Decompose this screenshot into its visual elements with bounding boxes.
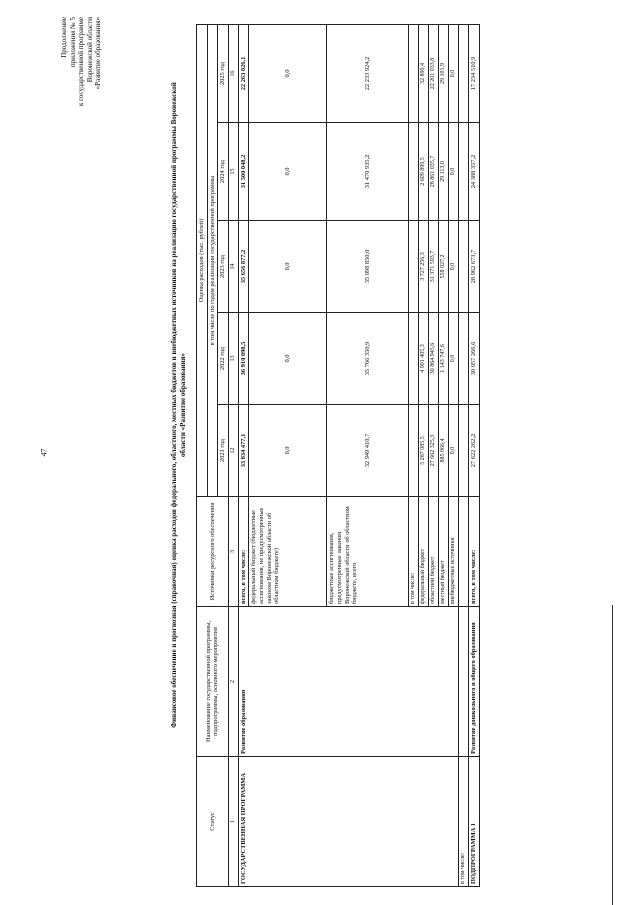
breakdown-value: 1 143 747,6 <box>439 313 449 405</box>
appendix-line: Продолжение <box>60 17 68 58</box>
breakdown-source: местный бюджет <box>439 497 449 607</box>
row-status: ГОСУДАРСТВЕННАЯ ПРОГРАММА <box>238 757 459 887</box>
column-number: 1 <box>228 757 238 887</box>
breakdown-value: 5 287 085,5 <box>419 405 429 497</box>
breakdown-value: 4 901 405,3 <box>419 313 429 405</box>
subprogram-value: 17 234 510,9 <box>469 24 480 122</box>
breakdown-value: 0,0 <box>449 123 459 221</box>
row-source: бюджетные ассигнования, предусмотренные законом Воронежской области об областном бюджете, всего <box>327 497 409 607</box>
table-row <box>469 24 480 886</box>
page-number: 47 <box>39 448 49 457</box>
subprogram-name: Развитие дошкольного и общего образования <box>469 607 480 757</box>
column-number: 13 <box>228 313 238 405</box>
table-row <box>459 24 469 886</box>
row-value: 0,0 <box>249 313 327 405</box>
breakdown-value: 558 027,2 <box>439 221 449 313</box>
breakdown-value: 29 101,9 <box>439 24 449 122</box>
breakdown-value: 0,0 <box>449 405 459 497</box>
row-value: 0,0 <box>249 221 327 313</box>
subprogram-value: 24 388 357,2 <box>469 123 480 221</box>
breakdown-value: 2 609 899,5 <box>419 123 429 221</box>
row-value: 22 233 924,2 <box>327 24 409 122</box>
subprogram-value: 28 962 673,7 <box>469 221 480 313</box>
breakdown-value: 0,0 <box>449 221 459 313</box>
appendix-line: «Развитие образования» <box>94 17 102 90</box>
breakdown-value: 29 113,0 <box>439 123 449 221</box>
breakdown-value: 32 890,4 <box>419 24 429 122</box>
column-number: 12 <box>228 405 238 497</box>
row-value: 32 949 410,7 <box>327 405 409 497</box>
breakdown-value: 885 066,4 <box>439 405 449 497</box>
column-number: 14 <box>228 221 238 313</box>
breakdown-value: 22 201 033,8 <box>429 24 439 122</box>
subprogram-source: всего, в том числе: <box>469 497 480 607</box>
row-value: 0,0 <box>249 123 327 221</box>
appendix-line: Воронежской области <box>85 17 94 83</box>
header-source: Источники ресурсного обеспечения <box>197 497 229 607</box>
appendix-note <box>60 17 103 137</box>
column-number: 3 <box>228 497 238 607</box>
breakdown-value: 31 371 593,7 <box>429 221 439 313</box>
header-year: 2023 год <box>218 221 229 313</box>
row-value: 0,0 <box>249 24 327 122</box>
header-status: Статус <box>197 757 229 887</box>
row-value: 35 656 877,2 <box>238 221 249 313</box>
row-value: 36 910 098,5 <box>238 313 249 405</box>
header-year: 2021 год <box>218 405 229 497</box>
breakdown-value: 0,0 <box>449 313 459 405</box>
header-year: 2025 год <box>218 24 229 122</box>
column-number: 15 <box>228 123 238 221</box>
row-source: федеральный бюджет (бюджетные ассигнования, не предусмотренные законом Воронежской области об областном бюджете) <box>249 497 327 607</box>
row-value: 22 263 026,1 <box>238 24 249 122</box>
row-name: Развитие образования <box>238 607 459 757</box>
breakdown-value: 27 662 325,3 <box>429 405 439 497</box>
budget-table <box>196 24 480 887</box>
row-value: 33 834 477,1 <box>238 405 249 497</box>
breakdown-value: 3 727 256,3 <box>419 221 429 313</box>
row-value: 31 500 048,2 <box>238 123 249 221</box>
row-value: 31 470 935,2 <box>327 123 409 221</box>
breakdown-value: 30 864 945,6 <box>429 313 439 405</box>
header-year: 2022 год <box>218 313 229 405</box>
subprogram-value: 27 622 262,2 <box>469 405 480 497</box>
header-by-years: в том числе по годам реализации государственной программы <box>207 24 218 496</box>
header-name: Наименование государственной программы, подпрограммы, основного мероприятия <box>197 607 229 757</box>
subprogram-value: 30 057 266,6 <box>469 313 480 405</box>
table-row <box>238 24 249 886</box>
column-number: 16 <box>228 24 238 122</box>
document-title: Финансовое обеспечение и прогнозная (справочная) оценка расходов федерального, областного, местных бюджетов и внебюджетных источников на реализацию государственной программы Воронежской области «Развитие образования» <box>170 82 187 728</box>
in-that-number-label: в том числе: <box>409 497 419 607</box>
breakdown-value: 0,0 <box>449 24 459 122</box>
breakdown-source: областной бюджет <box>429 497 439 607</box>
breakdown-value: 28 861 035,7 <box>429 123 439 221</box>
row-value: 35 766 350,9 <box>327 313 409 405</box>
sub-in-number-label: в том числе: <box>459 757 469 887</box>
row-value: 0,0 <box>249 405 327 497</box>
breakdown-source: федеральный бюджет <box>419 497 429 607</box>
divider <box>612 605 613 905</box>
subprogram-status: ПОДПРОГРАММА 1 <box>469 757 480 887</box>
row-source: всего, в том числе: <box>238 497 249 607</box>
appendix-line: к государственной программе <box>77 17 85 106</box>
header-estimate: Оценка расходов (тыс. рублей) <box>197 24 208 496</box>
header-year: 2024 год <box>218 123 229 221</box>
appendix-line: приложения № 5 <box>68 17 77 68</box>
breakdown-source: внебюджетные источники <box>449 497 459 607</box>
row-value: 35 098 850,0 <box>327 221 409 313</box>
column-number: 2 <box>228 607 238 757</box>
